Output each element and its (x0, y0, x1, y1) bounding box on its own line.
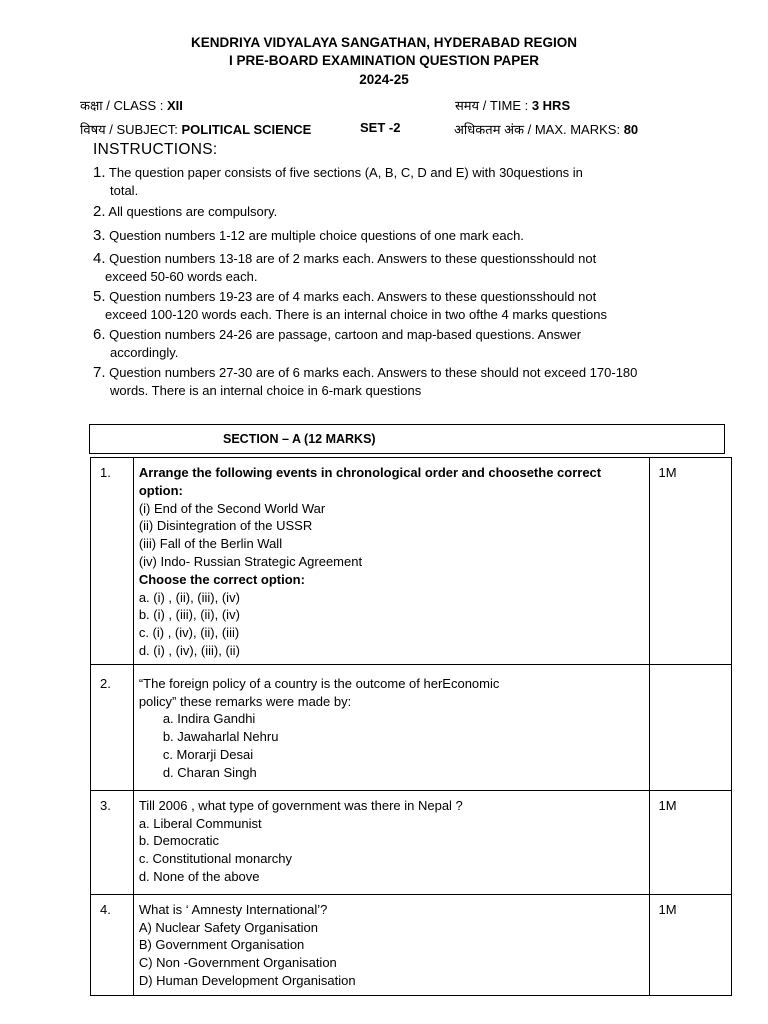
exam-header-year: 2024-25 (359, 72, 409, 87)
event-item: (iii) Fall of the Berlin Wall (138, 536, 283, 552)
section-a-header (89, 424, 725, 454)
answer-option: D) Human Development Organisation (138, 972, 356, 988)
class-field (80, 96, 183, 114)
exam-header-line1: KENDRIYA VIDYALAYA SANGATHAN, HYDERABAD REGION (190, 35, 578, 50)
class-value: XII (166, 98, 183, 113)
time-field (455, 96, 570, 114)
question-stem: Arrange the following events in chronological order and choosethe correct (138, 465, 602, 480)
instruction-item-4: 4. Question numbers 13-18 are of 2 marks each. Answers to these questionsshould not exceed 50-60 words each. (93, 250, 597, 284)
question-number: 1. (91, 458, 134, 665)
max-marks-field (454, 120, 638, 138)
section-a-title: SECTION – A (12 MARKS) (223, 432, 376, 446)
instruction-item-5: 5. Question numbers 19-23 are of 4 marks each. Answers to these questionsshould not exceed 100-120 words each. There is an internal choice in two ofthe 4 marks questions (93, 288, 607, 322)
event-item: (i) End of the Second World War (138, 500, 326, 516)
answer-option: b. (i) , (iii), (ii), (iv) (138, 607, 240, 623)
question-row-4 (91, 894, 732, 995)
question-stem-cont: option: (138, 482, 183, 498)
question-number: 3. (91, 790, 134, 894)
answer-option: a. Liberal Communist (138, 815, 262, 831)
answer-option: d. None of the above (138, 868, 260, 884)
question-row-1 (91, 458, 732, 665)
set-label: SET -2 (360, 120, 401, 135)
event-item: (ii) Disintegration of the USSR (138, 518, 313, 534)
time-value: 3 HRS (531, 98, 571, 113)
question-marks: 1M (650, 790, 732, 894)
instruction-item-7: 7. Question numbers 27-30 are of 6 marks each. Answers to these should not exceed 170-180 words. There is an internal choice in 6-mark questions (93, 364, 638, 398)
time-label: समय / TIME : (455, 98, 532, 113)
question-row-3 (91, 790, 732, 894)
instructions-title: INSTRUCTIONS: (93, 141, 218, 158)
question-body (133, 790, 650, 894)
question-number: 4. (91, 894, 134, 995)
subject-label: विषय / SUBJECT: (80, 122, 182, 137)
question-row-2 (91, 664, 732, 790)
answer-option: a. Indira Gandhi (162, 711, 256, 727)
questions-table (90, 457, 732, 996)
exam-header-line2: I PRE-BOARD EXAMINATION QUESTION PAPER (228, 53, 540, 68)
question-stem: Till 2006 , what type of government was there in Nepal ? (138, 797, 463, 813)
class-label: कक्षा / CLASS : (80, 98, 167, 113)
instruction-item-3: 3. Question numbers 1-12 are multiple choice questions of one mark each. (93, 227, 524, 244)
event-item: (iv) Indo- Russian Strategic Agreement (138, 553, 363, 569)
choose-prompt: Choose the correct option: (138, 571, 305, 587)
max-marks-value: 80 (623, 122, 639, 137)
question-stem-cont: policy” these remarks were made by: (138, 693, 352, 709)
question-marks: 1M (650, 458, 732, 665)
question-stem: What is ‘ Amnesty International’? (138, 901, 328, 917)
answer-option: d. (i) , (iv), (iii), (ii) (138, 642, 240, 658)
instruction-item-1: 1. The question paper consists of five sections (A, B, C, D and E) with 30questions in total. (93, 164, 583, 198)
question-stem: “The foreign policy of a country is the outcome of herEconomic (138, 675, 500, 691)
answer-option: c. (i) , (iv), (ii), (iii) (138, 625, 240, 641)
answer-option: C) Non -Government Organisation (138, 955, 337, 971)
answer-option: b. Democratic (138, 833, 220, 849)
question-marks: 1M (650, 894, 732, 995)
question-body (133, 458, 650, 665)
subject-field (80, 120, 311, 138)
instruction-item-6: 6. Question numbers 24-26 are passage, cartoon and map-based questions. Answer accordingly. (93, 326, 582, 360)
answer-option: a. (i) , (ii), (iii), (iv) (138, 589, 240, 605)
question-marks (650, 664, 732, 790)
answer-option: c. Constitutional monarchy (138, 851, 292, 867)
question-body (133, 894, 650, 995)
answer-option: d. Charan Singh (162, 764, 257, 780)
question-body (133, 664, 650, 790)
answer-option: B) Government Organisation (138, 937, 305, 953)
max-marks-label: अधिकतम अंक / MAX. MARKS: (454, 122, 624, 137)
instruction-item-2: 2. All questions are compulsory. (93, 203, 278, 220)
answer-option: c. Morarji Desai (162, 746, 254, 762)
answer-option: A) Nuclear Safety Organisation (138, 919, 319, 935)
subject-value: POLITICAL SCIENCE (181, 122, 312, 137)
question-number: 2. (91, 664, 134, 790)
answer-option: b. Jawaharlal Nehru (162, 729, 279, 745)
